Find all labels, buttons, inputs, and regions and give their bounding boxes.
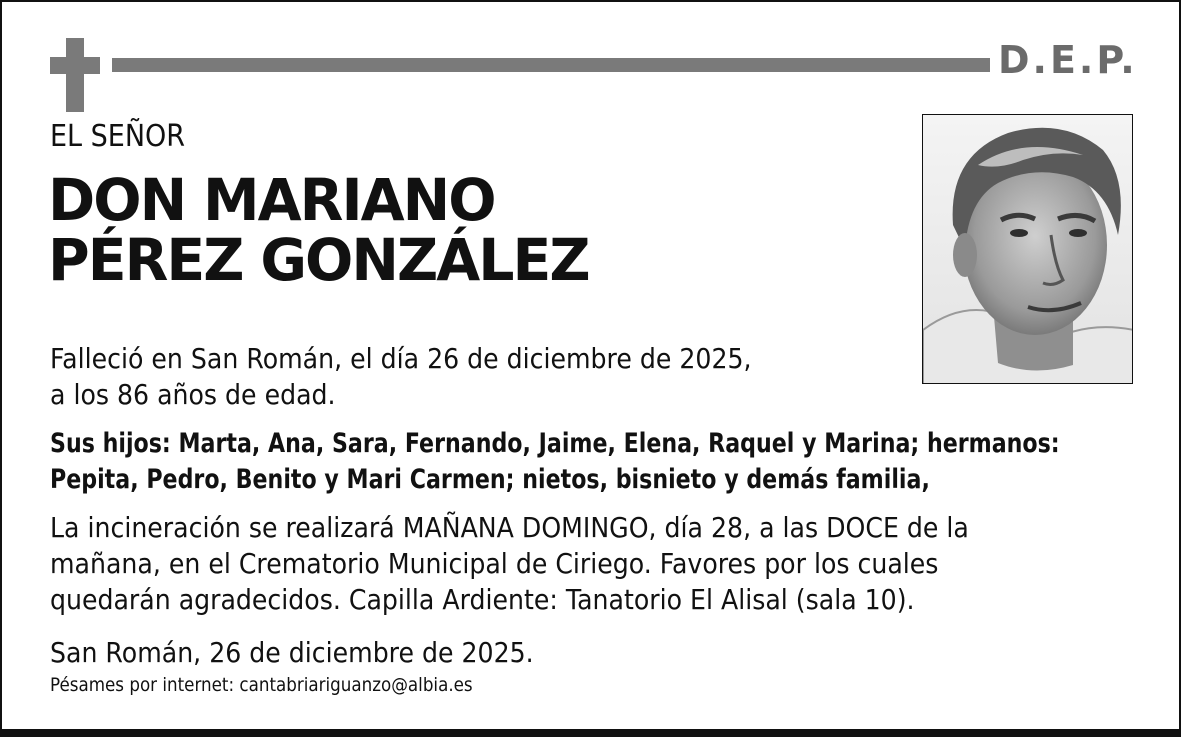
ceremony-details bbox=[50, 510, 1040, 618]
condolences-contact: Pésames por internet: cantabriariguanzo@albia.es bbox=[50, 674, 473, 696]
dep-label: D.E.P. bbox=[998, 38, 1138, 82]
latin-cross-icon bbox=[50, 38, 100, 112]
death-details bbox=[50, 341, 824, 413]
honorific: EL SEÑOR bbox=[50, 119, 186, 154]
deceased-name bbox=[48, 166, 589, 294]
name-line: DON MARIANO bbox=[48, 166, 495, 234]
header-rule bbox=[112, 58, 990, 72]
death-line: Falleció en San Román, el día 26 de diciembre de 2025, bbox=[50, 342, 752, 375]
ceremony-line: quedarán agradecidos. Capilla Ardiente: Tanatorio El Alisal (sala 10). bbox=[50, 583, 915, 616]
portrait-photo bbox=[922, 114, 1133, 384]
ceremony-line: La incineración se realizará MAÑANA DOMINGO, día 28, a las DOCE de la bbox=[50, 511, 969, 544]
family-line: Pepita, Pedro, Benito y Mari Carmen; nietos, bisnieto y demás familia, bbox=[50, 464, 930, 495]
name-line: PÉREZ GONZÁLEZ bbox=[48, 226, 589, 294]
family-line: Sus hijos: Marta, Ana, Sara, Fernando, Jaime, Elena, Raquel y Marina; hermanos: bbox=[50, 428, 1060, 459]
death-line: a los 86 años de edad. bbox=[50, 378, 336, 411]
ceremony-line: mañana, en el Crematorio Municipal de Ciriego. Favores por los cuales bbox=[50, 547, 939, 580]
family-list bbox=[50, 426, 1132, 498]
dateline: San Román, 26 de diciembre de 2025. bbox=[50, 636, 534, 669]
portrait-image bbox=[923, 115, 1133, 384]
